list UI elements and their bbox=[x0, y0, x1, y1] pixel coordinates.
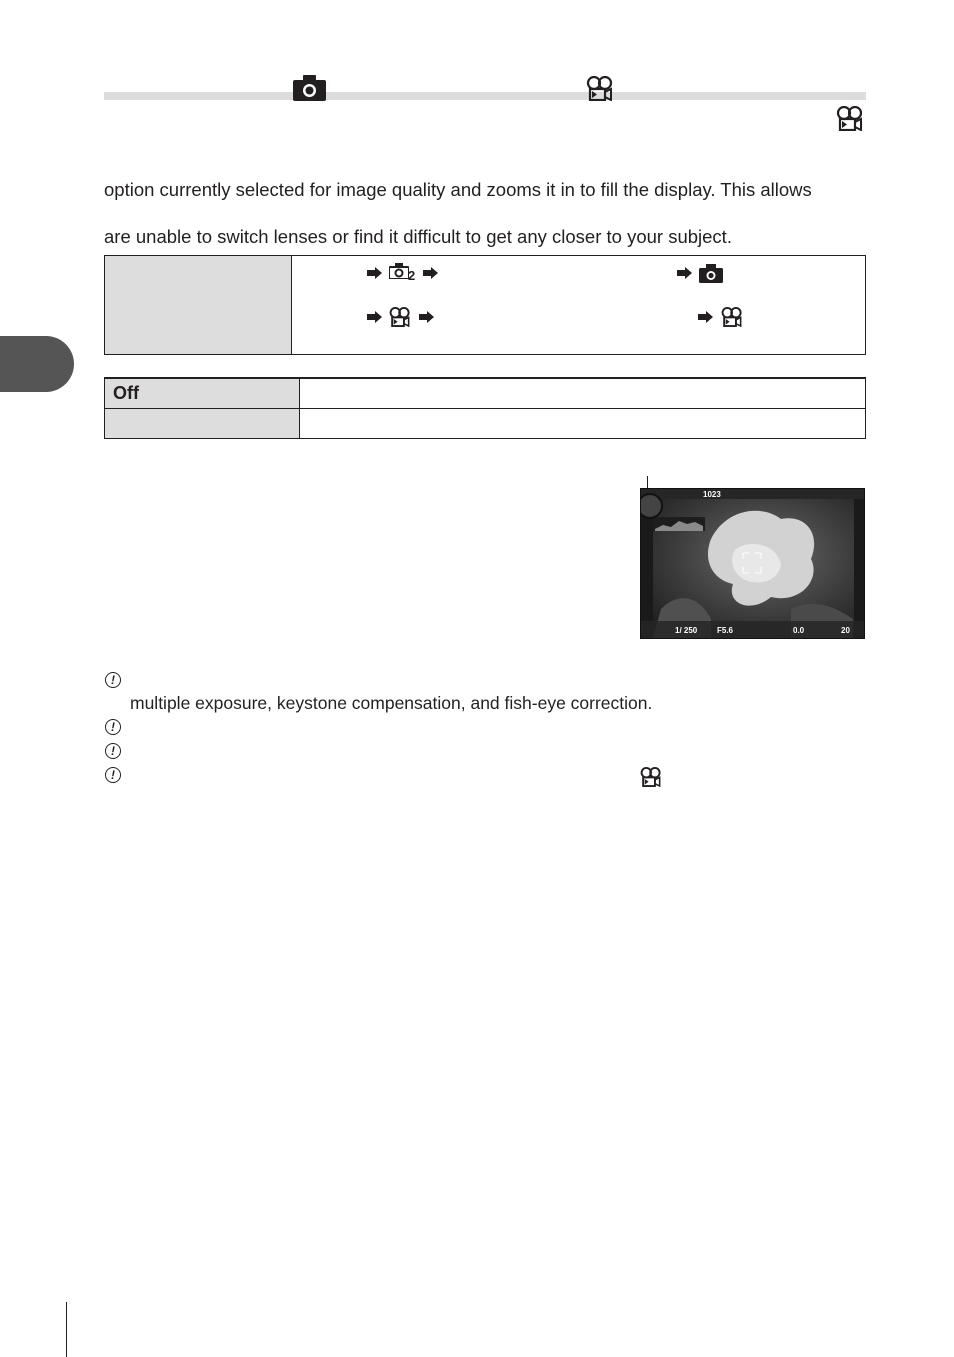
menu-path-header-cell bbox=[105, 256, 292, 355]
option-label: Off bbox=[105, 378, 300, 409]
body-text-line-1: option currently selected for image quality and zooms it in to fill the display. This allows bbox=[104, 179, 812, 200]
movie-camera-icon bbox=[586, 76, 614, 101]
camera-screen-illustration bbox=[640, 488, 865, 639]
menu-path-table bbox=[104, 255, 866, 355]
movie-camera-icon bbox=[389, 307, 411, 327]
flower-photo bbox=[641, 489, 864, 638]
aperture-value: F5.6 bbox=[717, 626, 734, 635]
movie-camera-icon bbox=[721, 307, 743, 327]
exposure-compensation: 0.0 bbox=[793, 626, 805, 635]
camera-icon bbox=[699, 264, 723, 283]
caution-icon: ! bbox=[105, 719, 121, 735]
shutter-speed: 1/ 250 bbox=[675, 626, 698, 635]
body-text-line-2: are unable to switch lenses or find it difficult to get any closer to your subject. bbox=[104, 226, 732, 247]
options-table bbox=[104, 377, 866, 439]
option-label bbox=[105, 409, 300, 439]
camera-icon bbox=[389, 263, 409, 279]
caution-icon: ! bbox=[105, 743, 121, 759]
camera-icon bbox=[293, 75, 326, 101]
frames-remaining: 1023 bbox=[703, 490, 721, 499]
table-row bbox=[105, 378, 866, 409]
option-description bbox=[300, 409, 866, 439]
chapter-tab bbox=[0, 336, 74, 392]
movie-camera-icon bbox=[836, 106, 864, 131]
caution-icon: ! bbox=[105, 767, 121, 783]
iso-value: 20 bbox=[841, 626, 850, 635]
caution-icon: ! bbox=[105, 672, 121, 688]
camera-menu-number: 2 bbox=[408, 268, 416, 283]
note-1-line-2: multiple exposure, keystone compensation, and fish-eye correction. bbox=[130, 693, 653, 713]
page-margin-rule bbox=[66, 1302, 67, 1357]
option-description bbox=[300, 378, 866, 409]
table-row bbox=[105, 409, 866, 439]
movie-camera-icon bbox=[640, 767, 662, 787]
section-title-bar bbox=[104, 92, 866, 100]
